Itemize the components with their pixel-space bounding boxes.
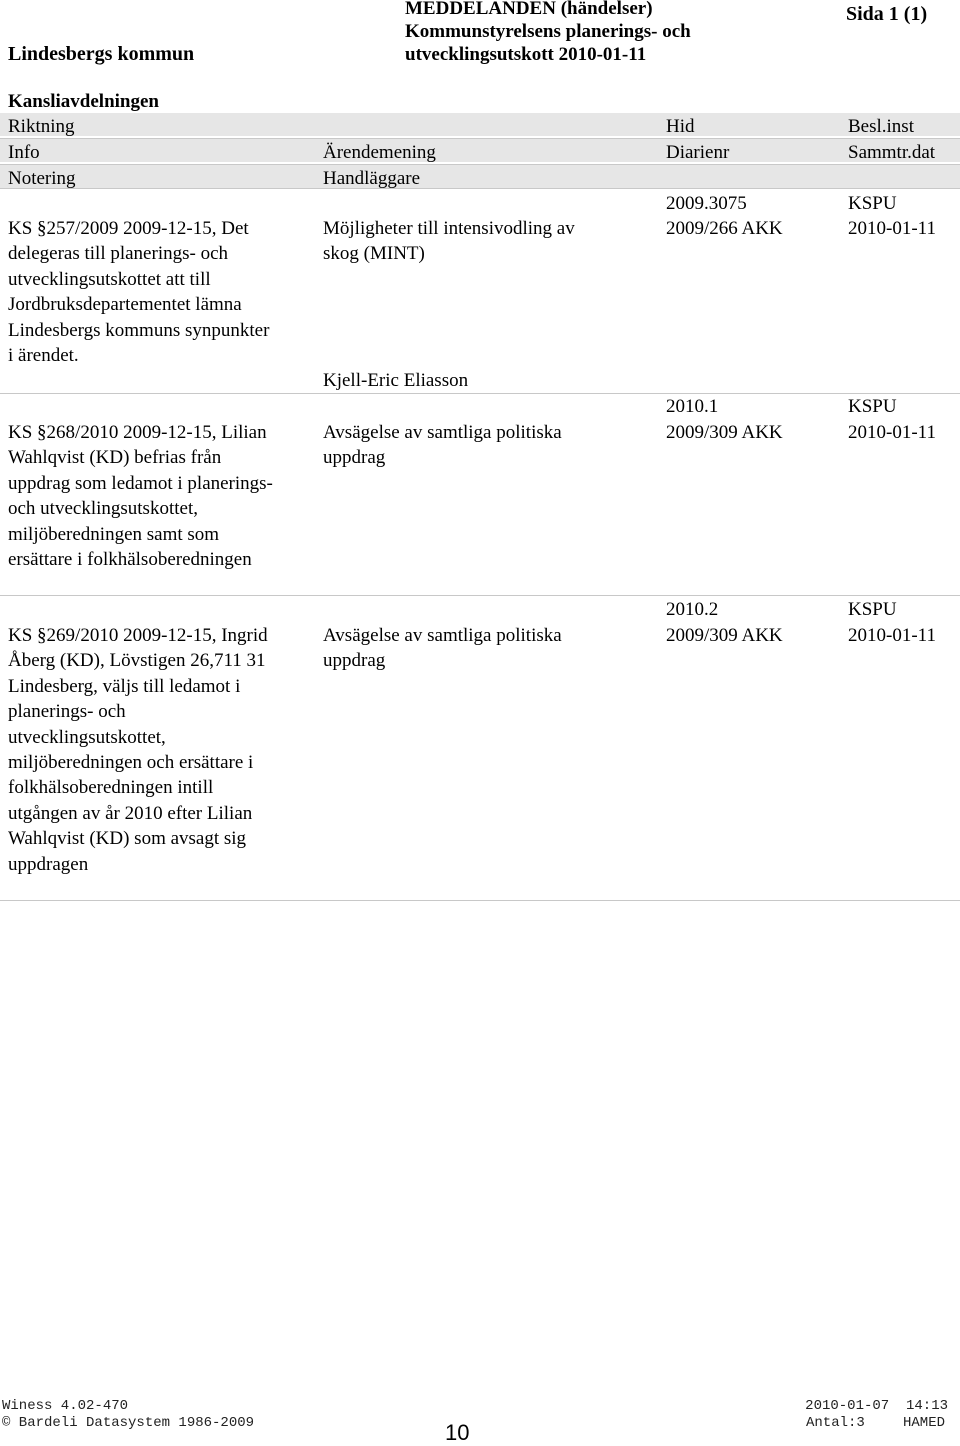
page-number: 10 [445,1420,470,1445]
column-header-band-3 [0,165,960,188]
footer-version: Winess 4.02-470 [2,1398,129,1414]
row1-info: KS §257/2009 2009-12-15, Det delegeras till planerings- och utvecklingsutskottet att till Jordbruksdepartementet lämna Lindesbergs kommuns synpunkter i ärendet. [8,218,270,367]
column-header-beslinst: Besl.inst [848,116,914,137]
row-divider-1 [0,393,960,394]
footer-user: HAMED [903,1415,946,1431]
page-indicator: Sida 1 (1) [846,3,928,25]
column-header-band-1 [0,113,960,136]
row2-sammtrdat: 2010-01-11 [848,422,936,443]
row2-hid: 2010.1 [666,396,719,417]
footer-copyright: © Bardeli Datasystem 1986-2009 [2,1415,255,1431]
column-header-band-2 [0,139,960,162]
row3-beslinst: KSPU [848,599,897,620]
report-title: MEDDELANDEN (händelser) [405,0,653,19]
row2-diarienr: 2009/309 AKK [666,422,783,443]
column-header-info: Info [8,142,40,163]
row2-beslinst: KSPU [848,396,897,417]
row3-hid: 2010.2 [666,599,719,620]
row1-handlaggare: Kjell-Eric Eliasson [323,370,469,391]
row1-hid: 2009.3075 [666,193,747,214]
column-header-hid: Hid [666,116,695,137]
header-rule-2 [0,164,960,165]
header-rule-1 [0,138,960,139]
row2-info: KS §268/2010 2009-12-15, Lilian Wahlqvist (KD) befrias från uppdrag som ledamot i planerings- och utvecklingsutskottet, miljöberedningen samt som ersättare i folkhälsoberedningen [8,422,273,571]
column-header-riktning: Riktning [8,116,75,137]
footer-count: Antal:3 [806,1415,865,1431]
department-heading: Kansliavdelningen [8,91,159,112]
row-divider-2 [0,595,960,596]
footer-datetime: 2010-01-07 14:13 [805,1398,948,1414]
row1-diarienr: 2009/266 AKK [666,218,783,239]
row-divider-3 [0,900,960,901]
row2-arendemening: Avsägelse av samtliga politiska uppdrag [323,422,562,469]
report-subtitle-1: Kommunstyrelsens planerings- och [405,21,691,42]
org-name: Lindesbergs kommun [8,43,195,65]
header-rule-3 [0,188,960,189]
column-header-arendemening: Ärendemening [323,142,436,163]
column-header-diarienr: Diarienr [666,142,730,163]
column-header-sammtrdat: Sammtr.dat [848,142,936,163]
column-header-notering: Notering [8,168,76,189]
report-subtitle-2: utvecklingsutskott 2010-01-11 [405,44,647,65]
column-header-handlaggare: Handläggare [323,168,421,189]
row3-diarienr: 2009/309 AKK [666,625,783,646]
row3-sammtrdat: 2010-01-11 [848,625,936,646]
row3-info: KS §269/2010 2009-12-15, Ingrid Åberg (KD), Lövstigen 26,711 31 Lindesberg, väljs till ledamot i planerings- och utvecklingsutskottet, miljöberedningen och ersättare i folkhälsoberedningen intill utgången av år 2010 efter Lilian Wahlqvist (KD) som avsagt sig uppdragen [8,625,268,875]
row1-arendemening: Möjligheter till intensivodling av skog (MINT) [323,218,575,265]
row1-sammtrdat: 2010-01-11 [848,218,936,239]
row1-beslinst: KSPU [848,193,897,214]
row3-arendemening: Avsägelse av samtliga politiska uppdrag [323,625,562,672]
